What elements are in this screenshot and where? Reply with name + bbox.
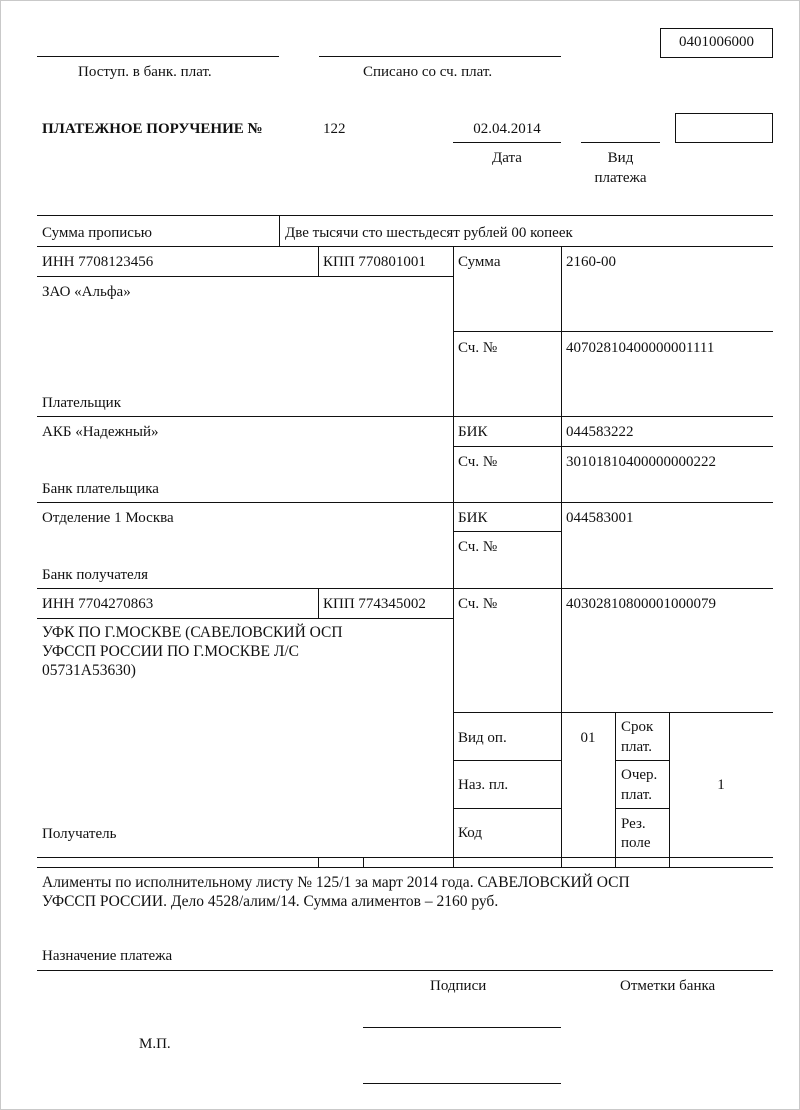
row-line xyxy=(37,215,773,216)
debited-date-line xyxy=(319,56,561,57)
recipient-name-line-3: 05731А53630) xyxy=(42,662,136,679)
document-title: ПЛАТЕЖНОЕ ПОРУЧЕНИЕ № xyxy=(42,121,263,137)
recipient-account: 40302810800001000079 xyxy=(566,596,716,612)
grid-line xyxy=(37,857,773,858)
grid-line xyxy=(37,588,773,589)
grid-line xyxy=(37,276,453,277)
purpose-bottom-line xyxy=(37,970,773,971)
payment-type-label: Вид xyxy=(607,150,634,166)
payer-bank-bik-label: БИК xyxy=(458,424,488,440)
recipient-inn: ИНН 7704270863 xyxy=(42,596,154,612)
purpose-line-2: УФССП РОССИИ. Дело 4528/алим/14. Сумма алиментов – 2160 руб. xyxy=(42,893,499,910)
grid-line xyxy=(453,446,773,447)
recipient-kpp: КПП 774345002 xyxy=(323,596,426,612)
grid-line xyxy=(453,808,561,809)
recipient-bank-account-label: Сч. № xyxy=(458,539,498,555)
payer-name: ЗАО «Альфа» xyxy=(42,284,131,300)
row-line xyxy=(37,246,773,247)
payer-bank-account-label: Сч. № xyxy=(458,454,498,470)
bank-marks-label: Отметки банка xyxy=(620,978,716,994)
grid-divider xyxy=(318,588,319,618)
grid-line xyxy=(615,760,669,761)
purpose-code-label: Наз. пл. xyxy=(458,777,509,793)
recipient-account-label: Сч. № xyxy=(458,596,498,612)
row-divider xyxy=(279,216,280,246)
payer-inn: ИНН 7708123456 xyxy=(42,254,154,270)
grid-divider xyxy=(561,246,562,868)
reserve-label: Рез. xyxy=(621,816,646,832)
grid-divider xyxy=(615,712,616,868)
recipient-label: Получатель xyxy=(42,826,117,842)
amount-words-value: Две тысячи сто шестьдесят рублей 00 копеек xyxy=(285,225,573,241)
payer-account: 40702810400000001111 xyxy=(566,340,715,356)
recipient-name-line-1: УФК ПО Г.МОСКВЕ (САВЕЛОВСКИЙ ОСП xyxy=(42,624,343,641)
payer-bank-name: АКБ «Надежный» xyxy=(42,424,159,440)
grid-line xyxy=(37,618,453,619)
sum-value: 2160-00 xyxy=(566,254,616,270)
grid-divider xyxy=(453,246,454,868)
term-label-2: плат. xyxy=(621,739,652,755)
grid-line xyxy=(37,416,773,417)
priority-label: Очер. xyxy=(621,767,658,783)
received-label: Поступ. в банк. плат. xyxy=(78,64,212,80)
recipient-bank-bik-label: БИК xyxy=(458,510,488,526)
purpose-line-1: Алименты по исполнительному листу № 125/1 за март 2014 года. САВЕЛОВСКИЙ ОСП xyxy=(42,874,630,891)
payer-bank-label: Банк плательщика xyxy=(42,481,159,497)
priority-value: 1 xyxy=(717,777,725,793)
payment-type-line xyxy=(581,142,660,143)
grid-line xyxy=(453,712,773,713)
operation-type-value: 01 xyxy=(580,730,596,746)
received-date-line xyxy=(37,56,279,57)
debited-label: Списано со сч. плат. xyxy=(363,64,493,80)
grid-line xyxy=(453,331,773,332)
payer-bank-bik: 044583222 xyxy=(566,424,634,440)
amount-words-label: Сумма прописью xyxy=(42,225,153,241)
recipient-bank-label: Банк получателя xyxy=(42,567,149,583)
operation-type-label: Вид оп. xyxy=(458,730,507,746)
reserve-label-2: поле xyxy=(621,835,651,851)
grid-divider xyxy=(318,246,319,276)
payer-bank-account: 30101810400000000222 xyxy=(566,454,716,470)
code-label: Код xyxy=(458,825,482,841)
form-code: 0401006000 xyxy=(679,34,754,50)
signature-line-1 xyxy=(363,1027,561,1028)
recipient-bank-name: Отделение 1 Москва xyxy=(42,510,174,526)
priority-label-2: плат. xyxy=(621,787,652,803)
payer-kpp: КПП 770801001 xyxy=(323,254,426,270)
signatures-label: Подписи xyxy=(430,978,487,994)
grid-divider xyxy=(318,857,319,867)
grid-line xyxy=(37,867,773,868)
grid-divider xyxy=(363,857,364,867)
grid-line xyxy=(615,808,669,809)
term-label: Срок xyxy=(621,719,654,735)
payment-type-label-2: платежа xyxy=(594,170,647,186)
stamp-label: М.П. xyxy=(139,1036,171,1052)
document-number: 122 xyxy=(323,121,346,137)
grid-line xyxy=(453,531,561,532)
date-line xyxy=(453,142,561,143)
recipient-name-line-2: УФССП РОССИИ ПО Г.МОСКВЕ Л/С xyxy=(42,643,299,660)
date-label: Дата xyxy=(492,150,522,166)
signature-line-2 xyxy=(363,1083,561,1084)
purpose-label: Назначение платежа xyxy=(42,948,173,964)
grid-line xyxy=(453,760,561,761)
document-date: 02.04.2014 xyxy=(473,121,541,137)
sum-label: Сумма xyxy=(458,254,501,270)
grid-line xyxy=(37,502,773,503)
recipient-bank-bik: 044583001 xyxy=(566,510,634,526)
payer-label: Плательщик xyxy=(42,395,121,411)
status-box xyxy=(675,113,773,143)
payer-account-label: Сч. № xyxy=(458,340,498,356)
